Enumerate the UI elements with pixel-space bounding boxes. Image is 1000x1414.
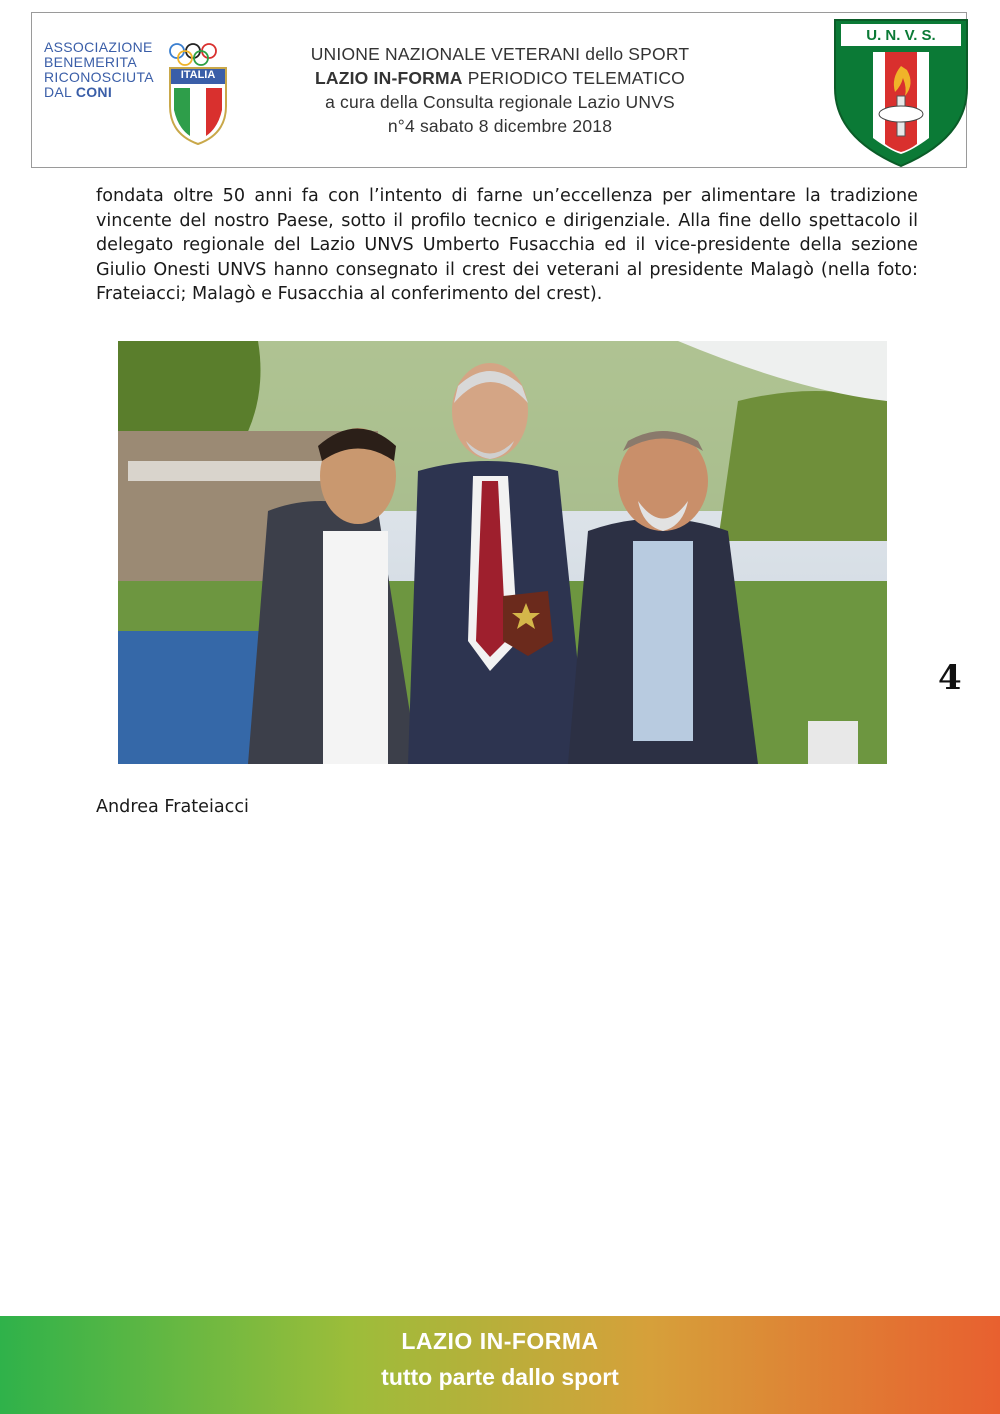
header-line-2-bold: LAZIO IN-FORMA — [315, 68, 463, 88]
coni-line-4-prefix: DAL — [44, 84, 76, 100]
header-titles — [240, 42, 760, 138]
olympic-rings-icon — [168, 42, 228, 66]
italia-label: ITALIA — [180, 69, 216, 81]
header-line-4: n°4 sabato 8 dicembre 2018 — [387, 116, 613, 136]
header-line-3: a cura della Consulta regionale Lazio UNVS — [325, 92, 675, 112]
header-line-1: UNIONE NAZIONALE VETERANI dello SPORT — [310, 44, 690, 64]
coni-line-3: RICONOSCIUTA — [44, 69, 154, 85]
unvs-logo-label: U. N. V. S. — [866, 27, 936, 44]
coni-line-1: ASSOCIAZIONE — [44, 39, 153, 55]
coni-line-4-bold: CONI — [75, 84, 113, 100]
article-author: Andrea Frateiacci — [96, 797, 249, 817]
footer-subtitle: tutto parte dallo sport — [381, 1364, 619, 1390]
coni-line-2: BENEMERITA — [44, 54, 137, 70]
footer-title: LAZIO IN-FORMA — [401, 1328, 599, 1354]
article-paragraph: fondata oltre 50 anni fa con l’intento di farne un’eccellenza per alimentare la tradizione vincente del nostro Paese, sotto il profilo tecnico e dirigenziale. Alla fine dello spettacolo il delegato regionale del Lazio UNVS Umberto Fusacchia ed il vice-presidente della sezione Giulio Onesti UNVS hanno consegnato il crest dei veterani al presidente Malagò (nella foto: Frateiacci; Malagò e Fusacchia al conferimento del crest). — [96, 186, 918, 305]
header-line-2-rest: PERIODICO TELEMATICO — [462, 68, 685, 88]
coni-line-4 — [44, 85, 154, 100]
coni-logo-text — [44, 40, 154, 100]
award-photo — [118, 341, 887, 764]
page-number: 4 — [938, 658, 962, 698]
header-line-2 — [240, 66, 760, 90]
